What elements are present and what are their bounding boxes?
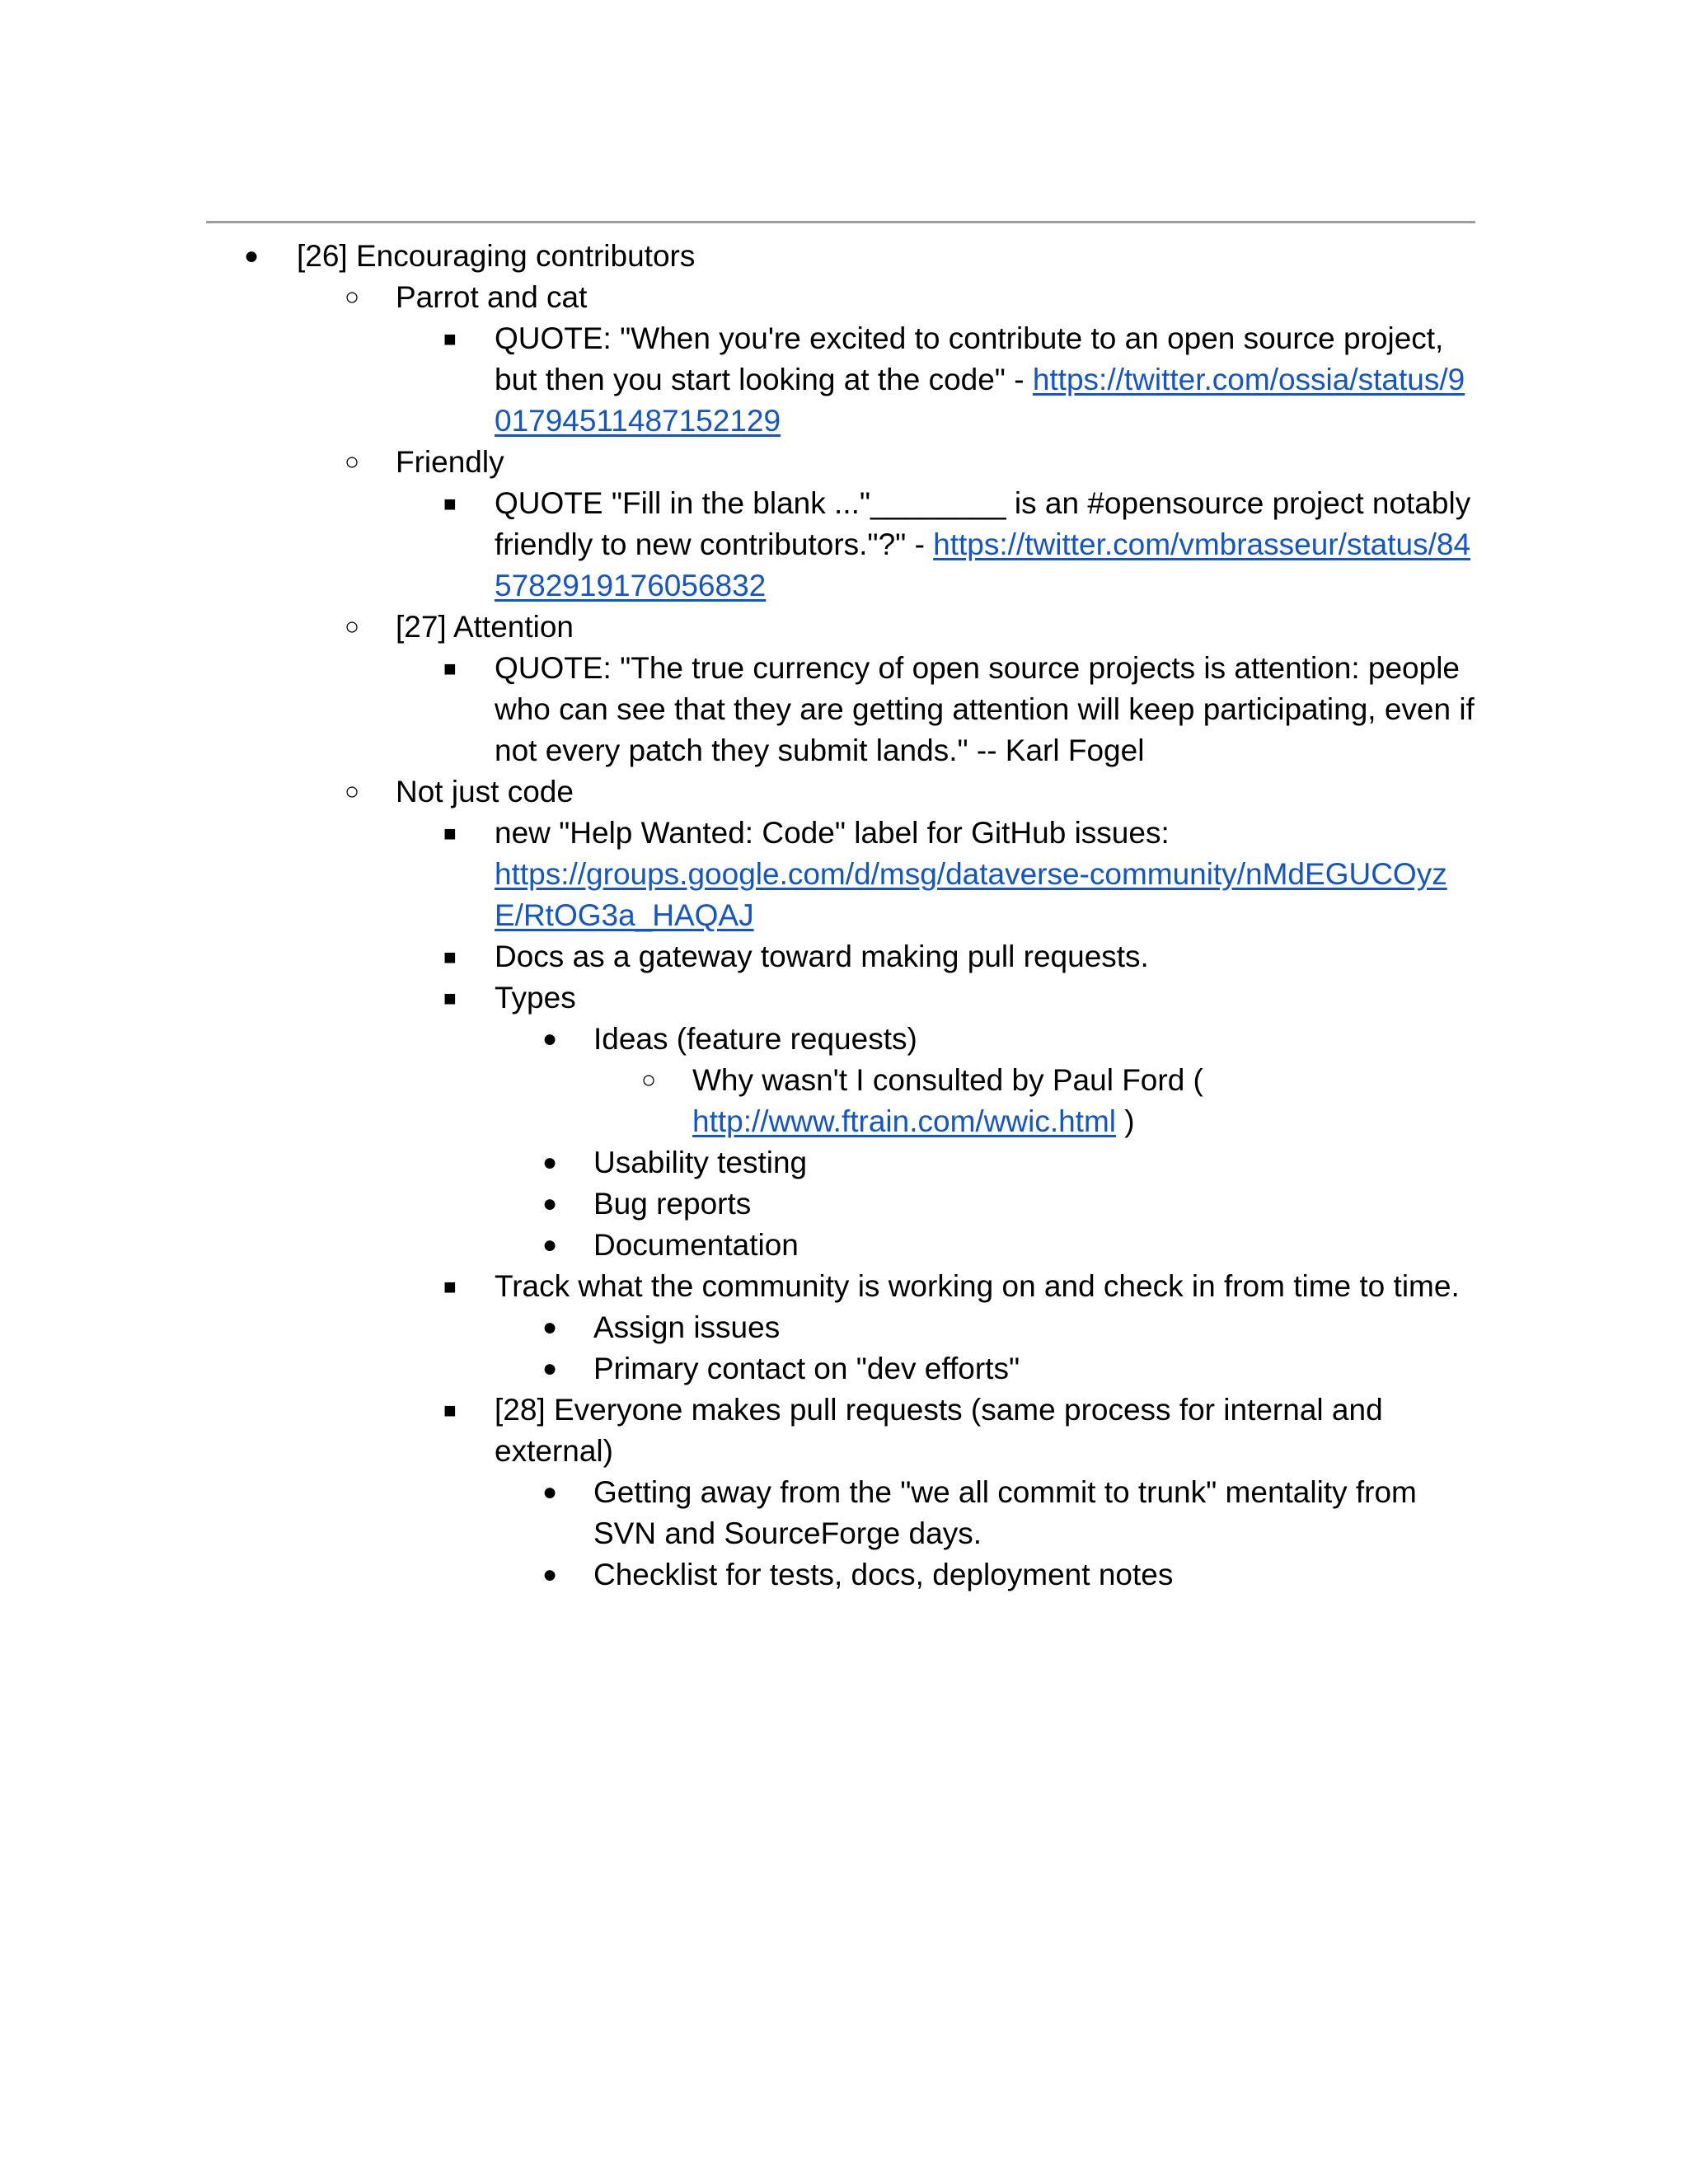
list-item-text: [692, 1060, 1484, 1142]
list-item-docs-gateway: [0, 936, 1688, 977]
list-item-not-just-code: [0, 771, 1688, 813]
square-bullet-icon: ■: [443, 821, 457, 846]
list-item-text: Not just code: [396, 775, 574, 808]
list-item-text: [26] Encouraging contributors: [297, 239, 696, 273]
quote-text: QUOTE "Fill in the blank ..."________ is an #opensource project notably friendly to new contributors."?" -: [495, 486, 1471, 561]
list-item-attention-quote: [0, 648, 1688, 771]
list-item-text: [495, 318, 1475, 442]
disc-bullet-icon: ●: [542, 1561, 558, 1588]
disc-bullet-icon: ●: [542, 1355, 558, 1382]
list-item-text: [495, 813, 1475, 936]
list-item-text: [27] Attention: [396, 610, 574, 644]
list-item-text: QUOTE: "The true currency of open source projects is attention: people who can see that they are getting attention will keep participating, even if not every patch they submit lands." -- Karl Fogel: [495, 651, 1475, 767]
list-item-text: Ideas (feature requests): [593, 1022, 917, 1056]
list-item-text: Bug reports: [593, 1187, 752, 1221]
square-bullet-icon: ■: [443, 944, 457, 969]
disc-bullet-icon: ●: [542, 1149, 558, 1176]
list-item-text: [495, 483, 1475, 607]
square-bullet-icon: ■: [443, 1398, 457, 1422]
closing-paren: ): [1116, 1104, 1135, 1138]
square-bullet-icon: ■: [443, 326, 457, 351]
list-item-parrot-quote: [0, 318, 1688, 442]
list-item-assign: [0, 1307, 1688, 1348]
header-divider: [206, 221, 1475, 223]
list-item-friendly: [0, 442, 1688, 483]
parrot-tweet-link[interactable]: https://twitter.com/ossia/status/901794511487152129: [495, 363, 1465, 438]
list-item-parrot: [0, 277, 1688, 318]
list-item-text: Track what the community is working on and check in from time to time.: [495, 1269, 1460, 1303]
list-item-text: Docs as a gateway toward making pull requests.: [495, 940, 1149, 973]
list-item-encouraging: [0, 236, 1688, 277]
list-item-friendly-quote: [0, 483, 1688, 607]
list-item-getting-away: [0, 1472, 1688, 1554]
list-item-text: Checklist for tests, docs, deployment notes: [593, 1558, 1174, 1591]
disc-bullet-icon: ●: [542, 1479, 558, 1506]
circle-bullet-icon: ○: [641, 1066, 657, 1094]
circle-bullet-icon: ○: [345, 613, 360, 640]
list-item-text: Assign issues: [593, 1310, 781, 1344]
help-wanted-text: new "Help Wanted: Code" label for GitHub issues:: [495, 816, 1170, 850]
disc-bullet-icon: ●: [542, 1190, 558, 1217]
list-item-text: Documentation: [593, 1228, 799, 1262]
list-item-track: [0, 1266, 1688, 1307]
list-item-types: [0, 977, 1688, 1019]
list-item-text: Parrot and cat: [396, 280, 588, 314]
list-item-everyone-prs: [0, 1390, 1688, 1472]
list-item-ideas: [0, 1019, 1688, 1060]
disc-bullet-icon: ●: [542, 1314, 558, 1341]
list-item-text: [28] Everyone makes pull requests (same process for internal and external): [495, 1393, 1383, 1468]
list-item-documentation: [0, 1225, 1688, 1266]
list-item-usability: [0, 1142, 1688, 1183]
why-wasnt-text: Why wasn't I consulted by Paul Ford (: [692, 1063, 1203, 1097]
list-item-text: Types: [495, 981, 576, 1015]
list-item-help-wanted: [0, 813, 1688, 936]
circle-bullet-icon: ○: [345, 284, 360, 311]
list-item-text: Getting away from the "we all commit to trunk" mentality from SVN and SourceForge days.: [593, 1475, 1417, 1550]
list-item-text: Friendly: [396, 445, 504, 479]
square-bullet-icon: ■: [443, 1274, 457, 1299]
square-bullet-icon: ■: [443, 491, 457, 516]
circle-bullet-icon: ○: [345, 448, 360, 476]
circle-bullet-icon: ○: [345, 778, 360, 805]
list-item-primary-contact: [0, 1348, 1688, 1390]
disc-bullet-icon: ●: [244, 242, 260, 269]
list-item-checklist: [0, 1554, 1688, 1596]
list-item-why-wasnt: [0, 1060, 1688, 1142]
quote-text: QUOTE: "When you're excited to contribute to an open source project, but then you start looking at the code" -: [495, 321, 1444, 396]
square-bullet-icon: ■: [443, 986, 457, 1010]
disc-bullet-icon: ●: [542, 1231, 558, 1258]
google-groups-link[interactable]: https://groups.google.com/d/msg/dataverse-community/nMdEGUCOyzE/RtOG3a_HAQAJ: [495, 857, 1447, 932]
disc-bullet-icon: ●: [542, 1025, 558, 1052]
document-body: [0, 236, 1688, 1596]
list-item-bug-reports: [0, 1183, 1688, 1225]
friendly-tweet-link[interactable]: https://twitter.com/vmbrasseur/status/845782919176056832: [495, 527, 1471, 602]
list-item-text: Usability testing: [593, 1146, 808, 1179]
list-item-text: Primary contact on "dev efforts": [593, 1352, 1020, 1385]
square-bullet-icon: ■: [443, 656, 457, 681]
list-item-attention: [0, 607, 1688, 648]
ftrain-link[interactable]: http://www.ftrain.com/wwic.html: [692, 1104, 1117, 1138]
